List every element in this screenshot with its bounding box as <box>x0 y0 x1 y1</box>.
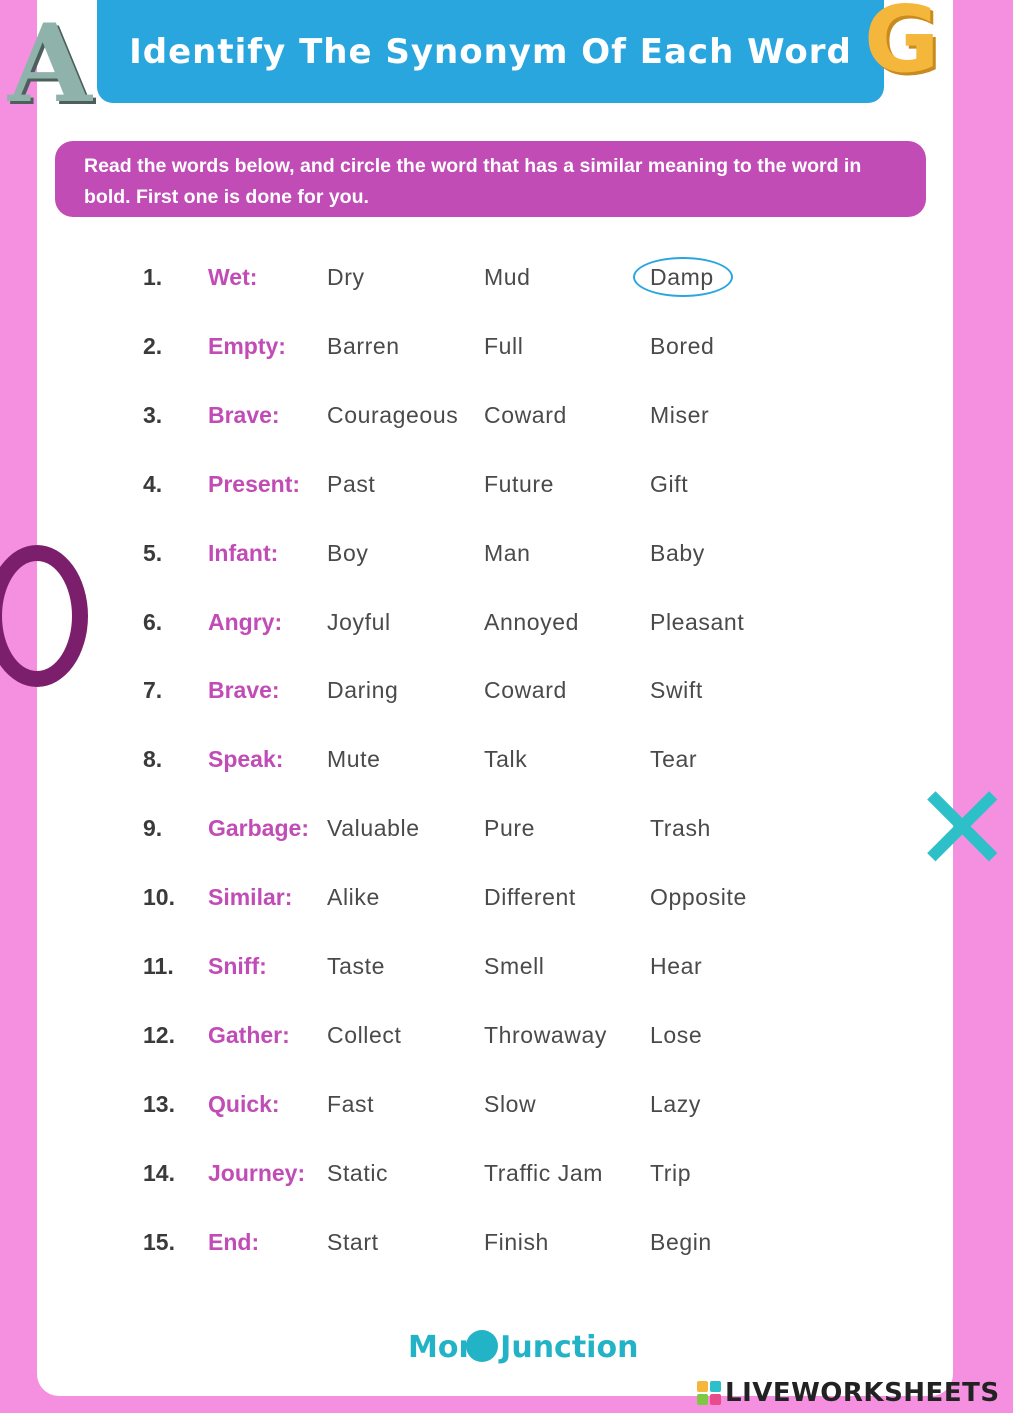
answer-option[interactable]: Trash <box>650 815 711 841</box>
question-keyword: Brave: <box>208 677 280 703</box>
answer-option[interactable]: Miser <box>650 402 710 428</box>
answer-option[interactable]: Throwaway <box>484 1022 607 1048</box>
answer-option[interactable]: Smell <box>484 953 545 979</box>
question-row <box>0 464 1000 504</box>
answer-option[interactable]: Collect <box>327 1022 402 1048</box>
answer-option[interactable]: Annoyed <box>484 609 579 635</box>
question-row <box>0 808 1000 848</box>
answer-option[interactable]: Past <box>327 471 376 497</box>
liveworksheets-watermark <box>697 1378 1000 1408</box>
answer-option[interactable]: Coward <box>484 677 567 703</box>
question-row <box>0 326 1000 366</box>
answer-option[interactable]: Taste <box>327 953 385 979</box>
answer-option[interactable]: Lose <box>650 1022 703 1048</box>
answer-option[interactable]: Dry <box>327 264 365 290</box>
question-keyword: Empty: <box>208 333 286 359</box>
answer-option[interactable]: Mute <box>327 746 381 772</box>
answer-option[interactable]: Man <box>484 540 531 566</box>
decorative-letter-a: A <box>8 1 92 127</box>
question-number: 2. <box>143 333 163 359</box>
question-row <box>0 395 1000 435</box>
title-banner <box>97 0 884 103</box>
answer-option[interactable]: Daring <box>327 677 399 703</box>
question-number: 13. <box>143 1091 175 1117</box>
answer-option[interactable]: Mud <box>484 264 531 290</box>
question-keyword: Present: <box>208 471 301 497</box>
question-keyword: Brave: <box>208 402 280 428</box>
question-row <box>0 1153 1000 1193</box>
momjunction-logo: Mom Junction <box>408 1330 639 1365</box>
answer-option[interactable]: Talk <box>484 746 528 772</box>
answer-option[interactable]: Lazy <box>650 1091 701 1117</box>
liveworksheets-icon <box>697 1381 721 1405</box>
answer-option[interactable]: Begin <box>650 1229 712 1255</box>
answer-option[interactable]: Bored <box>650 333 715 359</box>
question-number: 8. <box>143 746 163 772</box>
question-keyword: Garbage: <box>208 815 309 841</box>
question-number: 9. <box>143 815 163 841</box>
answer-option[interactable]: Barren <box>327 333 400 359</box>
question-number: 11. <box>143 953 174 979</box>
question-keyword: Wet: <box>208 264 258 290</box>
answer-option[interactable]: Different <box>484 884 576 910</box>
answer-option[interactable]: Hear <box>650 953 703 979</box>
instructions-box: Read the words below, and circle the word that has a similar meaning to the word in bold. First one is done for you. <box>55 141 926 217</box>
question-keyword: Angry: <box>208 609 283 635</box>
question-keyword: Infant: <box>208 540 279 566</box>
answer-option[interactable]: Tear <box>650 746 698 772</box>
question-number: 4. <box>143 471 163 497</box>
question-row <box>0 533 1000 573</box>
answer-option[interactable]: Start <box>327 1229 379 1255</box>
answer-option[interactable]: Courageous <box>327 402 459 428</box>
question-keyword: Similar: <box>208 884 293 910</box>
question-row <box>0 739 1000 779</box>
answer-option[interactable]: Coward <box>484 402 567 428</box>
answer-option[interactable]: Static <box>327 1160 389 1186</box>
question-number: 14. <box>143 1160 175 1186</box>
answer-option[interactable]: Baby <box>650 540 705 566</box>
answer-option[interactable]: Traffic Jam <box>484 1160 604 1186</box>
answer-option[interactable]: Fast <box>327 1091 375 1117</box>
question-number: 3. <box>143 402 163 428</box>
question-row <box>0 670 1000 710</box>
question-keyword: Journey: <box>208 1160 306 1186</box>
answer-option[interactable]: Trip <box>650 1160 692 1186</box>
question-row <box>0 1015 1000 1055</box>
answer-option[interactable]: Boy <box>327 540 369 566</box>
page-title: Identify The Synonym Of Each Word <box>129 31 852 72</box>
answer-option[interactable]: Gift <box>650 471 689 497</box>
answer-option[interactable]: Damp <box>650 257 714 297</box>
question-number: 10. <box>143 884 175 910</box>
answer-option[interactable]: Opposite <box>650 884 747 910</box>
decorative-letter-x: ✕ <box>912 760 1013 899</box>
answer-option[interactable]: Finish <box>484 1229 549 1255</box>
liveworksheets-text: LIVEWORKSHEETS <box>725 1378 1000 1408</box>
question-row <box>0 877 1000 917</box>
question-number: 15. <box>143 1229 175 1255</box>
question-keyword: Sniff: <box>208 953 267 979</box>
answer-option[interactable]: Slow <box>484 1091 537 1117</box>
question-keyword: End: <box>208 1229 260 1255</box>
question-number: 7. <box>143 677 163 703</box>
answer-option[interactable]: Pure <box>484 815 535 841</box>
answer-option[interactable]: Pleasant <box>650 609 745 635</box>
question-keyword: Gather: <box>208 1022 290 1048</box>
answer-option[interactable]: Joyful <box>327 609 391 635</box>
question-keyword: Speak: <box>208 746 284 772</box>
question-number: 1. <box>143 264 163 290</box>
question-row <box>0 1222 1000 1262</box>
answer-option[interactable]: Valuable <box>327 815 420 841</box>
question-number: 5. <box>143 540 163 566</box>
question-row <box>0 946 1000 986</box>
question-row <box>0 1084 1000 1124</box>
decorative-letter-g: G <box>864 0 940 93</box>
answer-option[interactable]: Swift <box>650 677 703 703</box>
question-keyword: Quick: <box>208 1091 280 1117</box>
question-number: 12. <box>143 1022 175 1048</box>
question-row <box>0 257 1000 297</box>
question-row <box>0 602 1000 642</box>
answer-option[interactable]: Alike <box>327 884 380 910</box>
answer-option[interactable]: Full <box>484 333 524 359</box>
answer-option[interactable]: Future <box>484 471 555 497</box>
question-number: 6. <box>143 609 163 635</box>
